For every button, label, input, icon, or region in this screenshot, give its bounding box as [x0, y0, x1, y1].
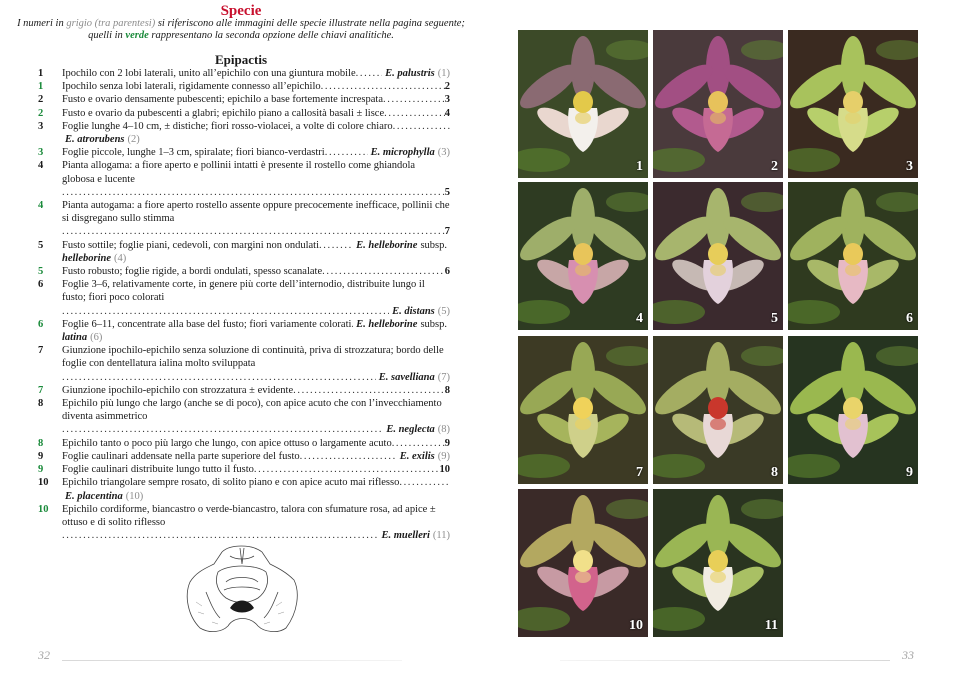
key-entry	[38, 503, 450, 543]
key-text: Epichilo cordiforme, biancastro o verde-biancastro, talora con sfumature rosa, ad apice ± ottuso e di solito riflesso	[62, 503, 436, 528]
species-name: E. placentina	[65, 490, 123, 502]
key-number: 4	[38, 160, 44, 172]
orchid-flower-image	[788, 182, 918, 330]
orchid-flower-image	[653, 182, 783, 330]
key-entry	[38, 397, 450, 437]
key-entry	[38, 437, 450, 450]
dot-leader	[300, 450, 397, 463]
subtitle-line-1	[0, 18, 482, 29]
orchid-flower-image	[788, 336, 918, 484]
genus-heading: Epipactis	[214, 52, 267, 67]
subtitle-text: si riferiscono alle immagini delle specie illustrate nella pagina seguente;	[157, 18, 465, 29]
subtitle-text: rappresentano la seconda opzione delle chiavi analitiche.	[151, 30, 394, 41]
key-number: 10	[38, 503, 49, 515]
dot-leader	[356, 67, 383, 80]
orchid-flower-image	[653, 336, 783, 484]
key-text: Fusto e ovario da pubescenti a glabri; epichilo piano a callosità basali ± lisce	[62, 107, 385, 119]
key-entry	[38, 318, 450, 344]
photo-number-label: 6	[906, 311, 913, 326]
photo-number-label: 7	[636, 465, 643, 480]
key-number: 5	[38, 239, 44, 251]
photo-reference: (11)	[432, 530, 450, 542]
dot-leader	[392, 437, 445, 450]
orchid-flower-image	[788, 30, 918, 178]
key-number: 3	[38, 120, 44, 132]
orchid-photo	[518, 182, 648, 330]
photo-reference: (1)	[437, 68, 450, 79]
key-target: 6	[444, 266, 450, 278]
key-entry	[38, 159, 450, 199]
orchid-photo	[653, 182, 783, 330]
dot-leader	[293, 384, 445, 397]
orchid-flower-image	[518, 30, 648, 178]
subspecies-name: helleborine	[62, 252, 111, 264]
key-text: Fusto robusto; foglie rigide, a bordi ondulati, spesso scanalate	[62, 266, 323, 278]
subtitle-green-note: verde	[125, 30, 149, 41]
species-name: E. distans	[392, 305, 435, 317]
orchid-photo	[788, 336, 918, 484]
orchid-photo	[518, 336, 648, 484]
species-name: E. atrorubens	[65, 134, 125, 146]
page-number-right: 33	[902, 648, 914, 662]
key-number: 8	[38, 398, 44, 410]
dot-leader	[399, 476, 450, 489]
page-number-left: 32	[38, 648, 50, 662]
orchid-flower-image	[518, 336, 648, 484]
dot-leader	[62, 371, 376, 384]
photo-reference: (9)	[437, 450, 450, 462]
key-number: 2	[38, 107, 44, 119]
species-name: E. exilis	[399, 450, 435, 462]
orchid-flower-image	[653, 30, 783, 178]
photo-reference: (8)	[437, 424, 450, 436]
key-text: Pianta allogama: a fiore aperto e pollinii intatti è presente il rostello come ghiandola globosa e lucente	[62, 160, 416, 185]
subspecies-name: latina	[62, 332, 88, 344]
key-target: 7	[444, 226, 450, 238]
key-text: Giunzione ipochilo-epichilo senza soluzione di continuità, priva di strozzatura; bordo delle foglie con dentellatura ialina molto sviluppata	[62, 345, 444, 370]
key-number: 6	[38, 318, 44, 330]
key-entry	[38, 476, 450, 502]
orchid-photo	[788, 182, 918, 330]
orchid-photo	[788, 30, 918, 178]
photo-reference: (3)	[437, 147, 450, 159]
dot-leader	[351, 318, 353, 331]
species-name: E. muelleri	[381, 530, 430, 542]
key-number: 5	[38, 266, 44, 278]
key-number: 2	[38, 94, 44, 106]
subtitle-line-2	[0, 30, 482, 41]
key-target: 10	[439, 464, 450, 476]
flower-sketch-illustration	[182, 542, 302, 636]
key-entry	[38, 67, 450, 80]
orchid-photo	[653, 30, 783, 178]
dot-leader	[62, 225, 445, 238]
key-number: 6	[38, 279, 44, 291]
subtitle-text: I numeri in	[17, 18, 64, 29]
key-target: 2	[444, 81, 450, 93]
identification-key	[38, 67, 450, 542]
dot-leader	[62, 529, 378, 542]
photo-reference: (10)	[125, 490, 144, 502]
key-text: Fusto e ovario densamente pubescenti; epichilo a base fortemente increspata	[62, 94, 384, 106]
key-text: Foglie caulinari distribuite lungo tutto il fusto	[62, 464, 254, 476]
key-entry	[38, 93, 450, 106]
photo-number-label: 9	[906, 465, 913, 480]
species-name: E. neglecta	[386, 424, 435, 436]
key-number: 7	[38, 384, 44, 396]
key-entry	[38, 278, 450, 318]
key-number: 4	[38, 200, 44, 212]
key-entry	[38, 146, 450, 159]
key-number: 9	[38, 450, 44, 462]
key-text: Ipochilo senza lobi laterali, rigidamente connesso all’epichilo	[62, 81, 321, 93]
photo-reference: (4)	[114, 252, 127, 264]
dot-leader	[62, 305, 389, 318]
section-title: Specie	[220, 3, 262, 19]
photo-number-label: 3	[906, 159, 913, 174]
subspecies-abbrev: subsp.	[420, 239, 447, 251]
key-text: Ipochilo con 2 lobi laterali, unito all’epichilo con una giuntura mobile	[62, 68, 356, 79]
photo-number-label: 8	[771, 465, 778, 480]
key-text: Foglie piccole, lunghe 1–3 cm, spiralate; fiori bianco-verdastri	[62, 147, 325, 159]
key-entry	[38, 199, 450, 239]
dot-leader	[62, 423, 383, 436]
key-number: 10	[38, 477, 49, 489]
key-entry	[38, 80, 450, 93]
dot-leader	[321, 80, 445, 93]
footer-rule	[560, 660, 890, 661]
dot-leader	[319, 239, 353, 252]
key-text: Foglie lunghe 4–10 cm, ± distiche; fiori rosso-violacei, a volte di colore chiaro	[62, 120, 393, 132]
dot-leader	[383, 93, 445, 106]
photo-reference: (5)	[437, 305, 450, 317]
key-text: Epichilo più lungo che largo (anche se di poco), con apice acuto che con l’invecchiamento diventa asimmetrico	[62, 398, 442, 423]
species-name: E. helleborine	[356, 318, 418, 330]
key-number: 7	[38, 345, 44, 357]
subtitle-text: quelli in	[88, 30, 123, 41]
key-text: Foglie caulinari addensate nella parte superiore del fusto	[62, 450, 300, 462]
orchid-photo	[518, 489, 648, 637]
dot-leader	[62, 186, 445, 199]
key-entry	[38, 120, 450, 146]
photo-number-label: 1	[636, 159, 643, 174]
key-text: Foglie 3–6, relativamente corte, in genere più corte dell’internodio, distribuite lungo il fusto; fiori poco colorati	[62, 279, 425, 304]
photo-reference: (6)	[90, 332, 103, 344]
key-entry	[38, 265, 450, 278]
key-number: 1	[38, 81, 44, 93]
photo-reference: (7)	[437, 371, 450, 383]
dot-leader	[393, 120, 450, 133]
dot-leader	[325, 146, 368, 159]
orchid-photo	[518, 30, 648, 178]
footer-rule	[62, 660, 402, 661]
key-number: 9	[38, 464, 44, 476]
photo-number-label: 2	[771, 159, 778, 174]
orchid-flower-image	[518, 489, 648, 637]
orchid-photo	[653, 336, 783, 484]
key-target: 5	[444, 186, 450, 198]
photo-reference: (2)	[127, 134, 140, 146]
species-name: E. helleborine	[356, 239, 418, 251]
key-text: Epichilo triangolare sempre rosato, di solito piano e con apice acuto mai riflesso	[62, 477, 400, 489]
species-name: E. microphylla	[370, 147, 435, 159]
photo-number-label: 5	[771, 311, 778, 326]
key-text: Giunzione ipochilo-epichilo con strozzatura ± evidente	[62, 384, 294, 396]
key-target: 8	[444, 384, 450, 396]
key-number: 3	[38, 147, 44, 159]
subspecies-abbrev: subsp.	[420, 318, 447, 330]
orchid-flower-image	[653, 489, 783, 637]
key-entry	[38, 344, 450, 384]
key-text: Foglie 6–11, concentrate alla base del fusto; fiori variamente colorati	[62, 318, 352, 330]
key-entry	[38, 107, 450, 120]
key-target: 9	[444, 437, 450, 449]
key-entry	[38, 463, 450, 476]
key-target: 3	[444, 94, 450, 106]
key-target: 4	[444, 107, 450, 119]
key-text: Epichilo tanto o poco più largo che lungo, con apice ottuso o largamente acuto	[62, 437, 392, 449]
key-entry	[38, 450, 450, 463]
right-page	[482, 0, 964, 680]
photo-number-label: 4	[636, 311, 643, 326]
photo-number-label: 11	[764, 618, 778, 633]
key-text: Pianta autogama: a fiore aperto rostello assente oppure precocemente inefficace, pollinii che si disgregano sullo stimma	[62, 200, 450, 225]
key-entry	[38, 384, 450, 397]
key-number: 1	[38, 68, 44, 79]
dot-leader	[322, 265, 445, 278]
subtitle-grey-note: grigio (tra parentesi)	[66, 18, 156, 29]
species-name: E. palustris	[385, 68, 435, 79]
dot-leader	[384, 107, 445, 120]
key-number: 8	[38, 437, 44, 449]
photo-number-label: 10	[629, 618, 643, 633]
orchid-photo	[653, 489, 783, 637]
key-entry	[38, 239, 450, 265]
dot-leader	[254, 463, 440, 476]
species-name: E. savelliana	[378, 371, 435, 383]
key-text: Fusto sottile; foglie piani, cedevoli, con margini non ondulati	[62, 239, 320, 251]
orchid-flower-image	[518, 182, 648, 330]
